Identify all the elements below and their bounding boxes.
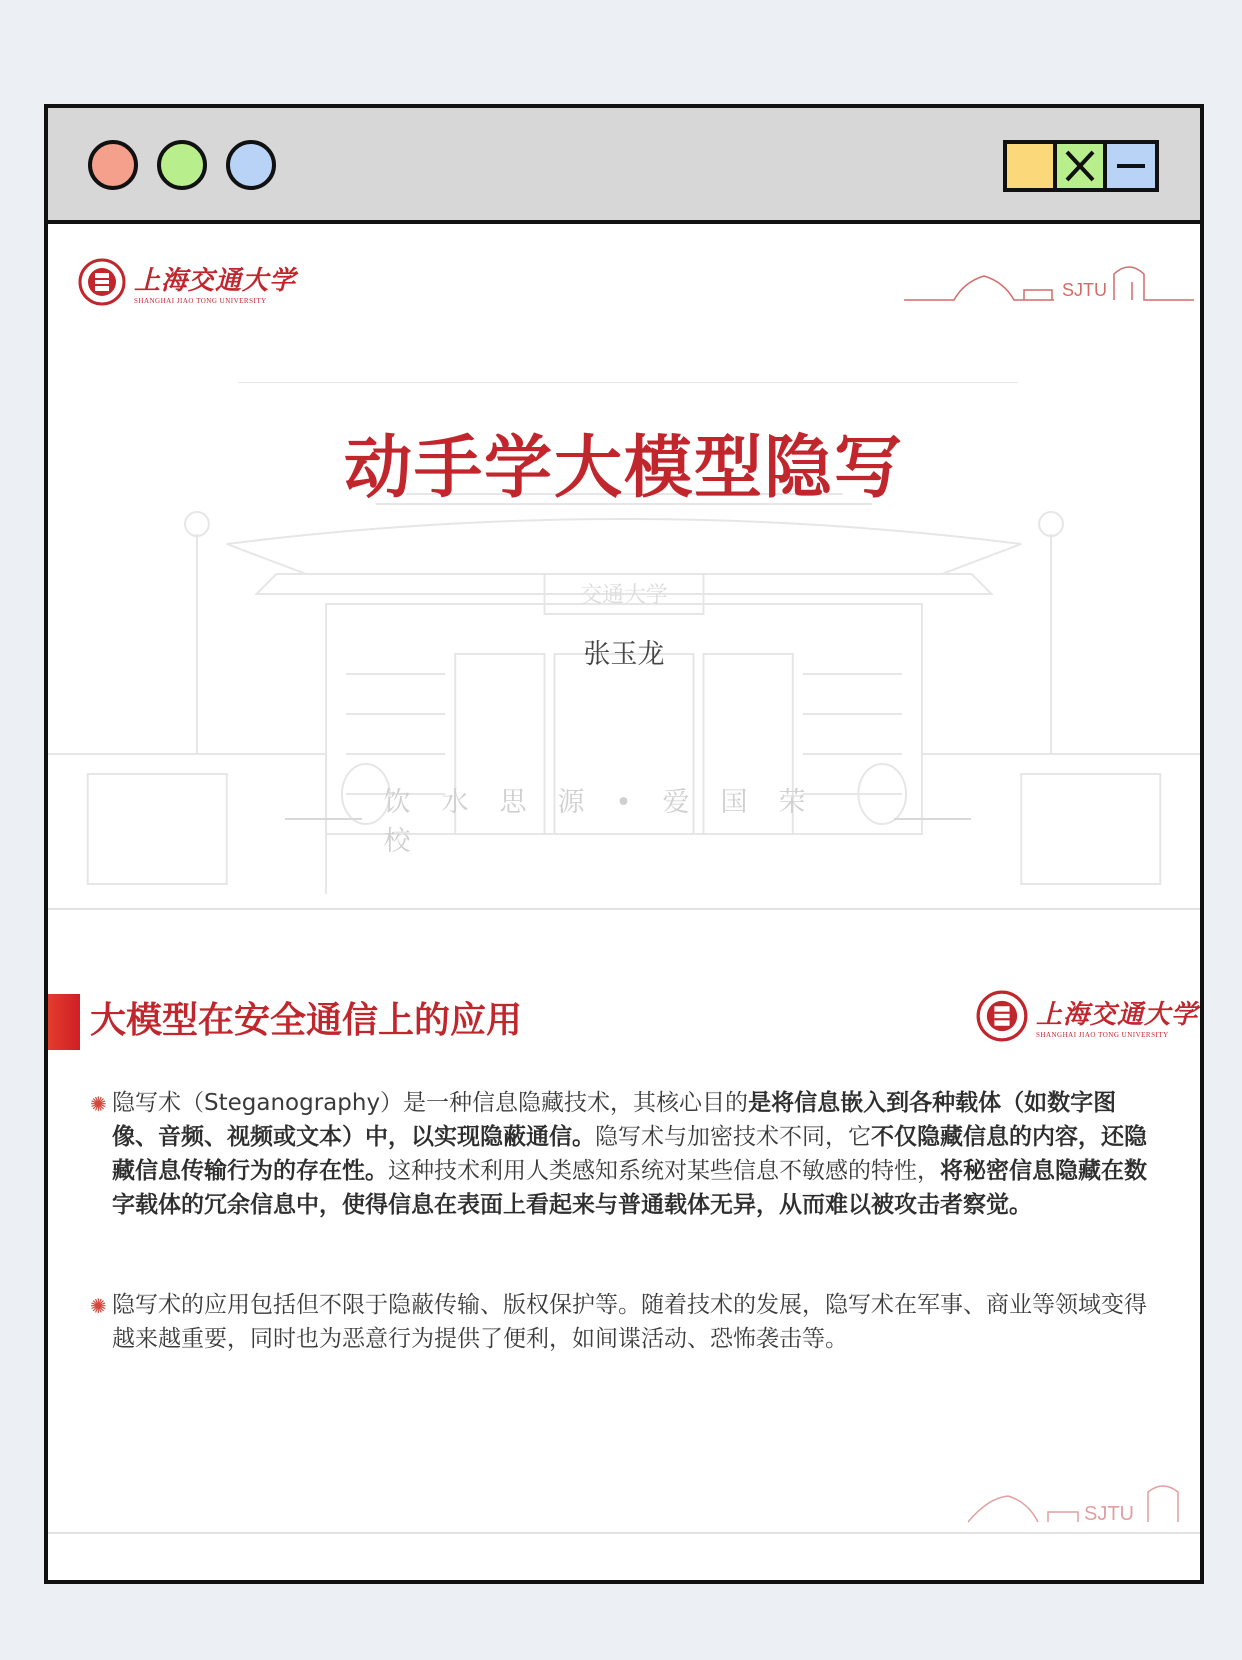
logo-chinese-name: 上海交通大学 <box>134 265 297 296</box>
section-title: 大模型在安全通信上的应用 <box>90 1000 523 1041</box>
title-bar <box>48 108 1200 224</box>
list-item <box>90 1086 1150 1222</box>
section-accent-bar <box>48 994 80 1050</box>
bullet-flower-icon: ✺ <box>90 1294 107 1318</box>
sjtu-skyline-mark <box>904 252 1194 312</box>
corner-mark-text: SJTU <box>1084 1503 1134 1525</box>
minimize-icon <box>1107 144 1155 188</box>
maximize-traffic-light[interactable] <box>157 140 207 190</box>
sjtu-skyline-mark <box>968 1478 1200 1528</box>
motto-right-rule <box>894 818 971 820</box>
university-logo-small <box>976 990 1198 1042</box>
author-name: 张玉龙 <box>583 639 665 670</box>
browser-window <box>44 104 1204 1584</box>
close-traffic-light[interactable] <box>88 140 138 190</box>
bullet-text: 隐写术的应用包括但不限于隐蔽传输、版权保护等。随着技术的发展，隐写术在军事、商业等领域变得越来越重要，同时也为恶意行为提供了便利，如间谍活动、恐怖袭击等。 <box>112 1292 1147 1352</box>
minimize-traffic-light[interactable] <box>226 140 276 190</box>
bullet-flower-icon: ✺ <box>90 1092 107 1116</box>
list-item <box>90 1288 1150 1356</box>
motto-left-rule <box>285 818 362 820</box>
motto <box>263 780 993 858</box>
minimize-button[interactable] <box>1103 140 1159 192</box>
logo-english-name: SHANGHAI JIAO TONG UNIVERSITY <box>1036 1030 1169 1039</box>
corner-mark-text: SJTU <box>1062 280 1107 300</box>
university-seal-icon <box>78 258 126 306</box>
divider <box>238 382 1018 383</box>
bullet-text: 隐写术（Steganography）是一种信息隐藏技术，其核心目的是将信息嵌入到各种载体（如数字图像、音频、视频或文本）中，以实现隐蔽通信。隐写术与加密技术不同，它不仅隐藏信息的内容，还隐藏信息传输行为的存在性。这种技术利用人类感知系统对某些信息不敏感的特性，将秘密信息隐藏在数字载体的冗余信息中，使得信息在表面上看起来与普通载体无异，从而难以被攻击者察觉。 <box>112 1090 1147 1218</box>
close-button[interactable] <box>1053 140 1107 192</box>
content-slide <box>48 910 1200 1534</box>
close-icon <box>1057 144 1103 188</box>
logo-chinese-name: 上海交通大学 <box>1036 999 1199 1030</box>
title-slide <box>48 224 1200 910</box>
motto-text: 饮水思源•爱国荣校 <box>383 787 837 857</box>
university-logo <box>78 258 296 306</box>
logo-english-name: SHANGHAI JIAO TONG UNIVERSITY <box>134 296 267 305</box>
restore-button[interactable] <box>1003 140 1057 192</box>
page-title: 动手学大模型隐写 <box>343 429 904 508</box>
university-seal-icon <box>976 990 1028 1042</box>
svg-text:交通大学: 交通大学 <box>580 582 668 609</box>
